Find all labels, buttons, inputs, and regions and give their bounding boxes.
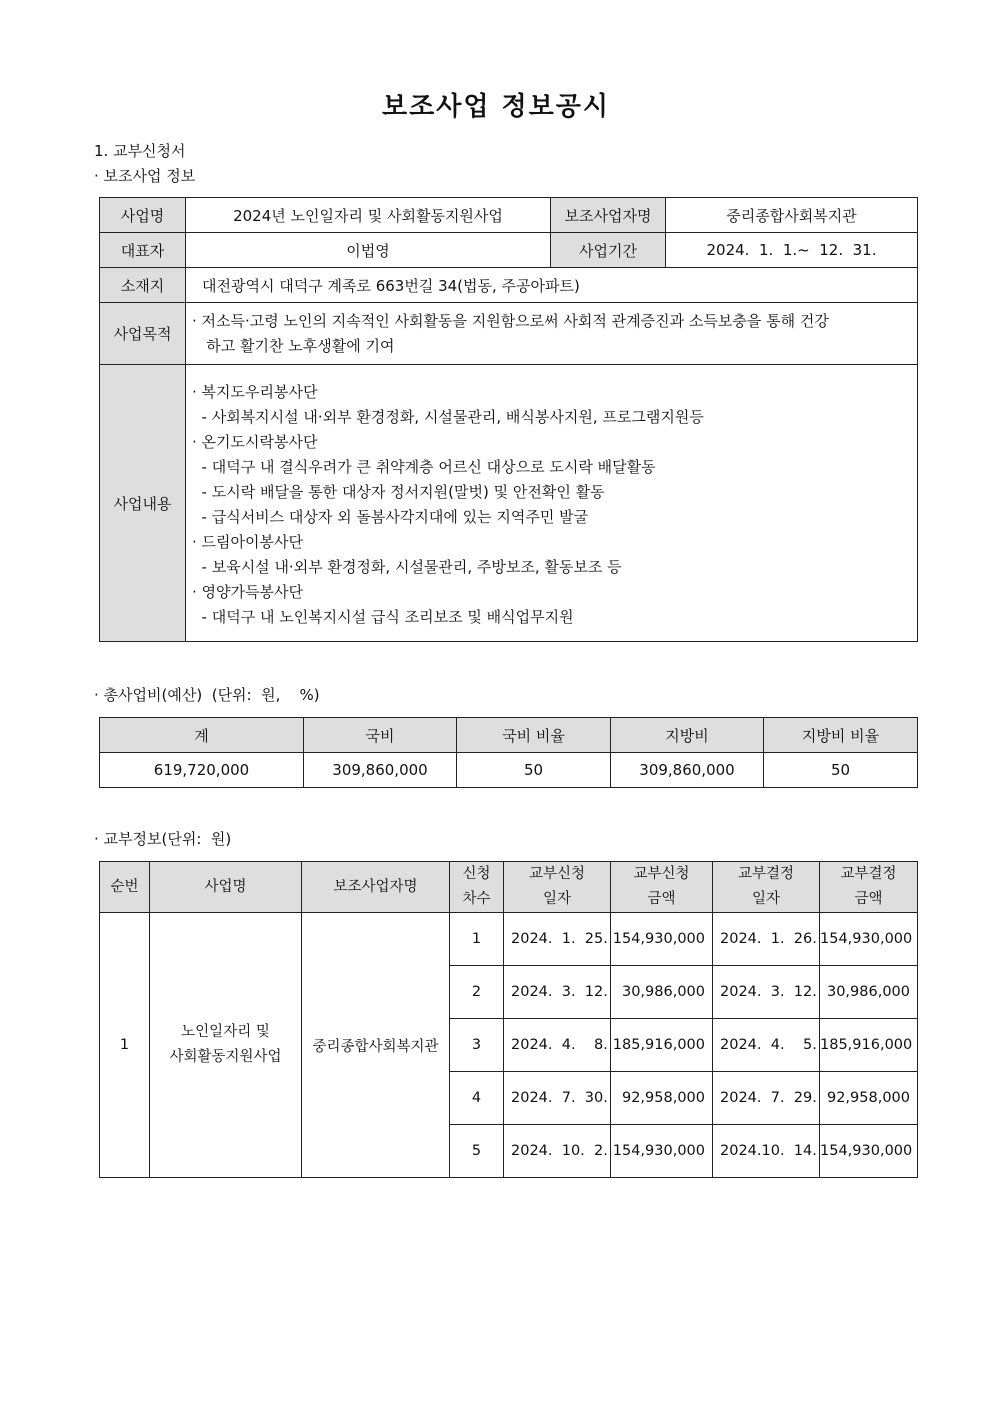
budget-value-local-ratio: 50 xyxy=(764,753,918,788)
purpose-line: · 저소득·고령 노인의 지속적인 사회활동을 지원함으로써 사회적 관계증진과 소득보충을 통해 건강 xyxy=(192,311,829,330)
grant-round: 1 xyxy=(450,913,504,966)
grant-business-name: 노인일자리 및 사회활동지원사업 xyxy=(150,913,302,1178)
grant-decision-amount: 185,916,000 xyxy=(820,1019,918,1072)
budget-header: 지방비 비율 xyxy=(764,718,918,753)
grant-decision-date: 2024. 1. 26. xyxy=(713,913,820,966)
budget-value-national-ratio: 50 xyxy=(457,753,611,788)
grant-apply-date: 2024. 7. 30. xyxy=(504,1072,611,1125)
content-line: · 드림아이봉사단 xyxy=(192,532,303,551)
content-line: · 온기도시락봉사단 xyxy=(192,432,318,451)
grant-header: 교부신청 일자 xyxy=(504,862,611,913)
grant-table xyxy=(99,861,918,1178)
section-heading: 1. 교부신청서 xyxy=(94,142,186,160)
purpose-cell xyxy=(186,303,918,365)
content-line: - 급식서비스 대상자 외 돌봄사각지대에 있는 지역주민 발굴 xyxy=(192,507,589,526)
grant-decision-amount: 154,930,000 xyxy=(820,913,918,966)
business-name-value: 2024년 노인일자리 및 사회활동지원사업 xyxy=(186,198,551,233)
budget-table xyxy=(99,717,918,788)
grant-round: 2 xyxy=(450,966,504,1019)
grant-apply-amount: 30,986,000 xyxy=(611,966,713,1019)
grant-decision-date: 2024. 7. 29. xyxy=(713,1072,820,1125)
content-line: - 대덕구 내 결식우려가 큰 취약계층 어르신 대상으로 도시락 배달활동 xyxy=(192,457,656,476)
representative-label: 대표자 xyxy=(100,233,186,268)
budget-header: 국비 xyxy=(304,718,457,753)
subsection-heading-budget: · 총사업비(예산) (단위: 원, %) xyxy=(94,686,320,704)
period-label: 사업기간 xyxy=(551,233,666,268)
location-value: 대전광역시 대덕구 계족로 663번길 34(법동, 주공아파트) xyxy=(186,268,918,303)
grant-apply-date: 2024. 1. 25. xyxy=(504,913,611,966)
grant-seq: 1 xyxy=(100,913,150,1178)
grant-apply-date: 2024. 4. 8. xyxy=(504,1019,611,1072)
business-info-table xyxy=(99,197,918,642)
grant-apply-amount: 154,930,000 xyxy=(611,913,713,966)
content-line: - 도시락 배달을 통한 대상자 정서지원(말벗) 및 안전확인 활동 xyxy=(192,482,605,501)
operator-value: 중리종합사회복지관 xyxy=(666,198,918,233)
period-value: 2024. 1. 1.~ 12. 31. xyxy=(666,233,918,268)
budget-header: 국비 비율 xyxy=(457,718,611,753)
budget-header: 지방비 xyxy=(611,718,764,753)
grant-apply-date: 2024. 3. 12. xyxy=(504,966,611,1019)
business-name-label: 사업명 xyxy=(100,198,186,233)
grant-round: 4 xyxy=(450,1072,504,1125)
content-line: · 복지도우리봉사단 xyxy=(192,382,318,401)
grant-apply-amount: 185,916,000 xyxy=(611,1019,713,1072)
content-line: - 대덕구 내 노인복지시설 급식 조리보조 및 배식업무지원 xyxy=(192,607,574,626)
budget-value-total: 619,720,000 xyxy=(100,753,304,788)
grant-decision-date: 2024.10. 14. xyxy=(713,1125,820,1178)
grant-header: 사업명 xyxy=(150,862,302,913)
budget-value-local: 309,860,000 xyxy=(611,753,764,788)
grant-round: 3 xyxy=(450,1019,504,1072)
grant-apply-date: 2024. 10. 2. xyxy=(504,1125,611,1178)
grant-decision-date: 2024. 4. 5. xyxy=(713,1019,820,1072)
content-line: - 보육시설 내·외부 환경정화, 시설물관리, 주방보조, 활동보조 등 xyxy=(192,557,622,576)
subsection-heading-info: · 보조사업 정보 xyxy=(94,167,196,185)
grant-round: 5 xyxy=(450,1125,504,1178)
purpose-line: 하고 활기찬 노후생활에 기여 xyxy=(192,336,395,355)
budget-header: 계 xyxy=(100,718,304,753)
representative-value: 이법영 xyxy=(186,233,551,268)
grant-decision-date: 2024. 3. 12. xyxy=(713,966,820,1019)
subsection-heading-grant: · 교부정보(단위: 원) xyxy=(94,830,232,848)
grant-header: 신청 차수 xyxy=(450,862,504,913)
grant-header: 순번 xyxy=(100,862,150,913)
location-label: 소재지 xyxy=(100,268,186,303)
grant-apply-amount: 154,930,000 xyxy=(611,1125,713,1178)
grant-header: 교부결정 일자 xyxy=(713,862,820,913)
purpose-label: 사업목적 xyxy=(100,303,186,365)
grant-decision-amount: 92,958,000 xyxy=(820,1072,918,1125)
content-label: 사업내용 xyxy=(100,365,186,642)
operator-label: 보조사업자명 xyxy=(551,198,666,233)
grant-apply-amount: 92,958,000 xyxy=(611,1072,713,1125)
grant-header: 교부결정 금액 xyxy=(820,862,918,913)
grant-operator: 중리종합사회복지관 xyxy=(302,913,450,1178)
budget-value-national: 309,860,000 xyxy=(304,753,457,788)
page-title: 보조사업 정보공시 xyxy=(382,92,610,122)
grant-header: 보조사업자명 xyxy=(302,862,450,913)
grant-decision-amount: 30,986,000 xyxy=(820,966,918,1019)
content-cell xyxy=(186,365,918,642)
content-line: - 사회복지시설 내·외부 환경정화, 시설물관리, 배식봉사지원, 프로그램지원등 xyxy=(192,407,704,426)
grant-decision-amount: 154,930,000 xyxy=(820,1125,918,1178)
grant-header: 교부신청 금액 xyxy=(611,862,713,913)
content-line: · 영양가득봉사단 xyxy=(192,582,303,601)
